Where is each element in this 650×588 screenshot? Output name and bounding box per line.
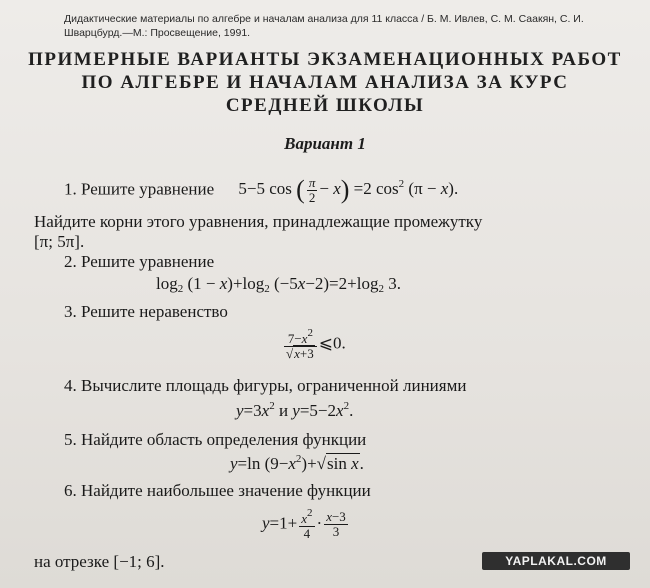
task-5-formula: y=ln $(9-x^2)+√\sin$ x.	[230, 453, 364, 473]
task-5-label: 5. Найдите область определения функции	[64, 430, 367, 449]
task-6-label: 6. Найдите наибольшее значение функции	[64, 481, 371, 500]
task-4-label: 4. Вычислите площадь фигуры, ограниченной линиями	[64, 376, 467, 395]
task-2-formula: $\log_2 (1 - x)+\log_2$ $(-5x-2)=2+\log_2$ 3.	[156, 274, 401, 295]
title-line-2: ПО АЛГЕБРЕ И НАЧАЛАМ АНАЛИЗА ЗА КУРС	[81, 72, 569, 93]
task-2-label: 2. Решите уравнение	[64, 252, 215, 271]
task-6-formula: y=1+ $\frac{x^2}{4}$ · $\frac{x-3}{3}$	[262, 507, 346, 541]
title-line-1: ПРИМЕРНЫЕ ВАРИАНТЫ ЭКЗАМЕНАЦИОННЫХ РАБОТ	[28, 49, 622, 70]
page-title	[20, 48, 630, 117]
title-line-3: СРЕДНЕЙ ШКОЛЫ	[225, 95, 425, 116]
task-1-continuation: Найдите корни этого уравнения, принадлежащие промежутку	[34, 212, 483, 231]
task-6-tail: на отрезке [−1; 6].	[34, 552, 165, 571]
variant-heading: Вариант 1	[284, 134, 366, 153]
task-3-formula: $\frac{7-x^2}{√x+3}$ ⩽0.	[286, 327, 346, 361]
task-1-label: 1. Решите уравнение	[64, 179, 215, 199]
watermark-logo: YAPLAKAL.COM	[482, 552, 630, 570]
task-1-formula: 5−5 cos ( $\frac{\pi}{2}$ − x) =2 $\cos^2 (\pi - x)$.	[238, 175, 459, 205]
task-1	[64, 176, 458, 205]
task-1-interval: [π; 5π].	[34, 232, 85, 251]
task-3-label: 3. Решите неравенство	[64, 302, 228, 321]
task-4-formula: $y=3x^2$ и $y=5-2x^2$.	[236, 400, 354, 420]
source-caption: Дидактические материалы по алгебре и началам анализа для 11 класса / Б. М. Ивлев, С. М. Саакян, С. И. Шварцбурд.—М.: Просвещение, 1991.	[64, 13, 584, 39]
